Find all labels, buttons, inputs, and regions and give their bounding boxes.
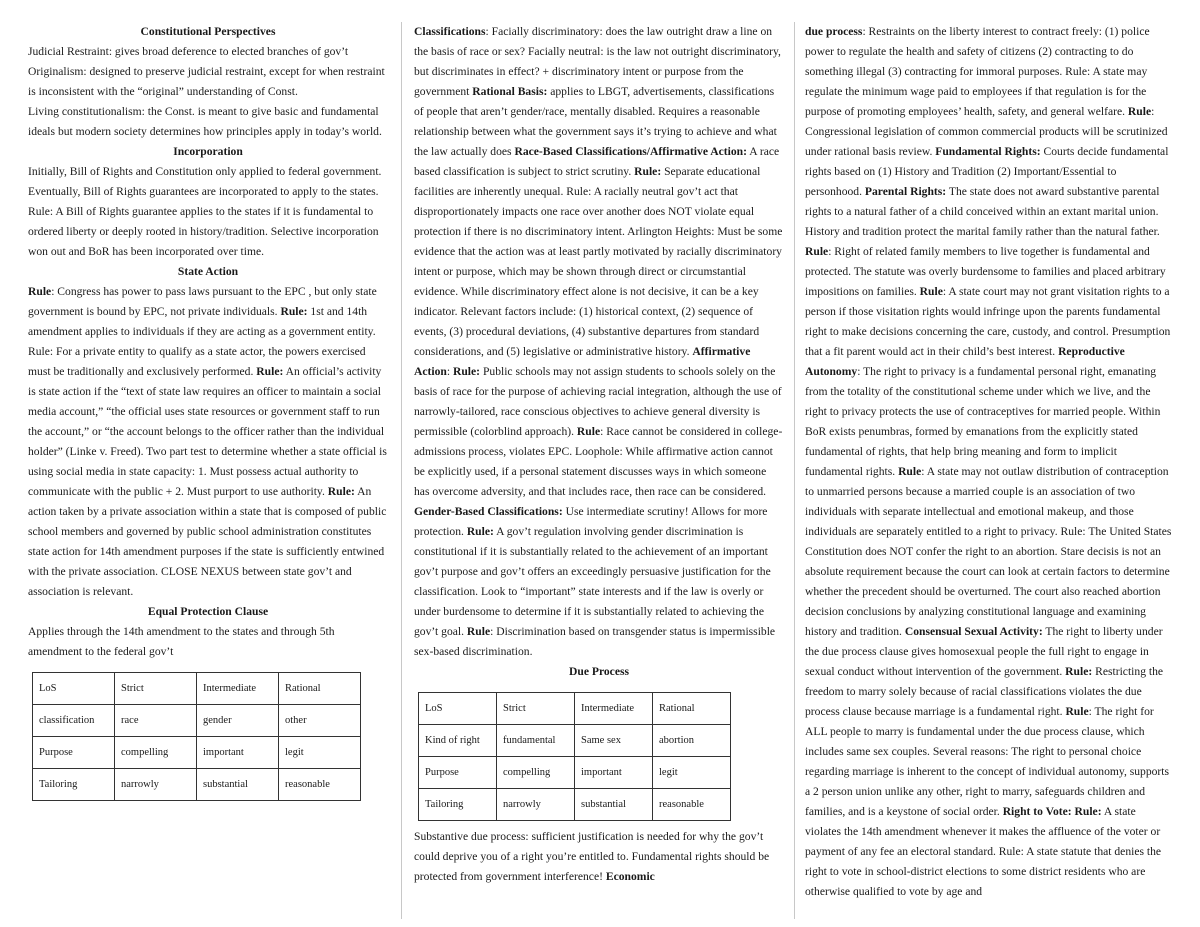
term-text: The state does not award substantive parental rights to a natural father of a child conceived within an extant marital union. History and tradition protect the marital family rather than the natural father.	[805, 185, 1160, 238]
rule-text: An action taken by a private association within a state that is composed of public school members and governed by public school administration constitutes state action for 14th amendment purposes if the state is sufficiently entwined with the private association. CLOSE NEXUS between state gov’t and association is relevant.	[28, 485, 387, 598]
heading-state-action: State Action	[177, 265, 239, 278]
rule-label: Rule	[1127, 105, 1152, 118]
table-row	[419, 725, 731, 757]
classifications-text	[414, 22, 784, 662]
term-text: The right to liberty under the due process clause gives homosexual people the full right to engage in sexual conduct without intervention of the government.	[805, 625, 1163, 678]
term-text: : Restraints on the liberty interest to contract freely: (1) police power to regulate the health and safety of citizens (2) contracting to do something illegal (3) contracting for immoral purposes. Rule: A state may regulate the minimum wage paid to employees if that regulation is for the purpose of promoting employees’ health, safety, and general welfare.	[805, 25, 1150, 118]
table-cell: substantial	[197, 769, 279, 801]
term-label: Consensual Sexual Activity:	[904, 625, 1043, 638]
table-cell: Strict	[497, 693, 575, 725]
rule-label: Rule:	[1074, 805, 1102, 818]
term-text: A race based classification is subject to strict scrutiny.	[414, 145, 780, 178]
column-right	[805, 22, 1173, 923]
table-row	[419, 789, 731, 821]
term-label: Classifications	[414, 25, 486, 38]
term-label: Affirmative Action	[414, 345, 751, 378]
rule-label: Rule	[576, 425, 601, 438]
table-cell: Intermediate	[197, 673, 279, 705]
incorporation-text: Initially, Bill of Rights and Constitution only applied to federal government. Eventually, Bill of Rights guarantees are incorporated to apply to the states. Rule: A Bill of Rights guarantee applies to the states if it is fundamental to ordered liberty or deeply rooted in history/tradition. Selective incorporation won out and BoR has been incorporated over time.	[28, 165, 382, 258]
term-text: Use intermediate scrutiny! Allows for more protection.	[414, 505, 768, 538]
rule-text: A state violates the 14th amendment whenever it makes the affluence of the voter or payment of any fee an electoral standard. Rule: A state statute that denies the right to vote in school-district elections to some district residents who are otherwise qualified to vote by age and	[805, 805, 1162, 898]
table-cell: LoS	[33, 673, 115, 705]
table-cell: important	[575, 757, 653, 789]
rule-text: : Congressional legislation of common commercial products will be scrutinized under rational basis review.	[805, 105, 1168, 158]
term-text: :	[446, 365, 453, 378]
rule-text: : The right for ALL people to marry is fundamental under the due process clause, which includes same sex couples. Several reasons: The right to personal choice regarding marriage is inherent to the concept of individual autonomy, supports a 2 person union unlike any other, right to marry, safeguards children and families, and is a keystone of social order.	[805, 705, 1170, 818]
table-cell: compelling	[115, 737, 197, 769]
table-cell: Purpose	[419, 757, 497, 789]
table-cell: substantial	[575, 789, 653, 821]
table-row	[33, 737, 361, 769]
table-cell: Tailoring	[33, 769, 115, 801]
term-label: Rational Basis:	[472, 85, 548, 98]
rule-text: An official’s activity is state action if the “text of state law requires an officer to maintain a social media account,” “the official uses state resources or government staff to run the account,” or “the account belongs to the officer rather than the individual holder” (Linke v. Freed). Two part test to determine whether a state official is using social media in state capacity: 1. Must possess actual authority to communicate with the public + 2. Must purport to use authority.	[28, 365, 387, 498]
table-cell: reasonable	[279, 769, 361, 801]
rule-text: : Discrimination based on transgender status is impermissible sex-based discrimination.	[414, 625, 776, 658]
table-cell: legit	[279, 737, 361, 769]
column-left	[28, 22, 388, 923]
term-text: : Facially discriminatory: does the law outright draw a line on the basis of race or sex? Facially neutral: is the law not outright discriminatory, but discriminates in effect? + discriminatory intent or purpose from the government	[414, 25, 781, 98]
rule-text: : Race cannot be considered in college-admissions process, violates EPC. Loophole: While affirmative action cannot be explicitly used, if a personal statement discusses ways in which someone has overcome adversity, and that includes race, then race can be considered.	[414, 425, 783, 498]
equal-protection-table	[32, 672, 361, 801]
table-cell: narrowly	[115, 769, 197, 801]
table-cell: Intermediate	[575, 693, 653, 725]
term-label: Fundamental Rights:	[935, 145, 1041, 158]
heading-incorporation: Incorporation	[173, 145, 243, 158]
heading-equal-protection: Equal Protection Clause	[147, 605, 269, 618]
column-middle	[414, 22, 784, 923]
table-row	[419, 693, 731, 725]
table-cell: Rational	[279, 673, 361, 705]
judicial-restraint-text: Judicial Restraint: gives broad deference to elected branches of gov’t	[28, 45, 349, 58]
rule-label: Rule	[919, 285, 943, 298]
table-cell: race	[115, 705, 197, 737]
table-cell: narrowly	[497, 789, 575, 821]
table-row	[33, 673, 361, 705]
term-label: Parental Rights:	[864, 185, 947, 198]
table-cell: reasonable	[653, 789, 731, 821]
rule-label: Rule	[805, 245, 829, 258]
living-constitutionalism-text: Living constitutionalism: the Const. is meant to give basic and fundamental ideals but modern society determines how principles apply in today’s world.	[28, 105, 382, 138]
table-cell: Kind of right	[419, 725, 497, 757]
rule-label: Rule:	[452, 365, 481, 378]
rule-label: Rule	[28, 285, 52, 298]
table-cell: gender	[197, 705, 279, 737]
rule-label: Rule	[898, 465, 922, 478]
table-cell: Strict	[115, 673, 197, 705]
table-cell: other	[279, 705, 361, 737]
rule-label: Rule:	[1065, 665, 1093, 678]
rule-text: Restricting the freedom to marry solely because of racial classifications violates the due process clause because marriage is a fundamental right.	[805, 665, 1164, 718]
rule-label: Rule:	[634, 165, 662, 178]
rule-text: : A state court may not grant visitation rights to a person if those visitation rights would infringe upon the parents fundamental right to make decisions concerning the care, custody, and control. Presumption that a fit parent would act in their child’s best interest.	[805, 285, 1171, 358]
table-cell: Same sex	[575, 725, 653, 757]
table-cell: compelling	[497, 757, 575, 789]
table-cell: abortion	[653, 725, 731, 757]
table-cell: important	[197, 737, 279, 769]
rule-label: Rule:	[280, 305, 308, 318]
rule-label: Rule:	[256, 365, 284, 378]
table-row	[419, 757, 731, 789]
state-action-text	[28, 282, 388, 602]
rule-text: : Congress has power to pass laws pursuant to the EPC , but only state government is bound by EPC, not private individuals.	[28, 285, 377, 318]
rule-label: Rule	[1065, 705, 1089, 718]
term-label: due process	[805, 25, 863, 38]
table-row	[33, 705, 361, 737]
term-text: Courts decide fundamental rights based on (1) History and Tradition (2) Important/Essential to personhood.	[805, 145, 1169, 198]
table-cell: Tailoring	[419, 789, 497, 821]
rule-text: : A state may not outlaw distribution of contraception to unmarried persons because a married couple is an association of two individuals with separate intellectual and emotional makeup, and those individuals are separately entitled to a right to privacy. Rule: The United States Constitution does NOT confer the right to an abortion. Stare decisis is not an absolute requirement because the court can look at certain factors to determine whether the precedent should be overturned. The court also reached abortion decision conclusions by analyzing constitutional language and examining history and tradition.	[805, 465, 1172, 638]
table-cell: Purpose	[33, 737, 115, 769]
term-text: Substantive due process: sufficient justification is needed for why the gov’t could deprive you of a right you’re entitled to. Fundamental rights should be protected from government interference!	[414, 830, 770, 883]
rule-text: Public schools may not assign students to schools solely on the basis of race for the purpose of achieving racial integration, although the use of narrowly-tailored, race conscious objectives to achieve general diversity is permissible (colorblind approach).	[414, 365, 782, 438]
term-label: Race-Based Classifications/Affirmative Action:	[514, 145, 747, 158]
table-cell: LoS	[419, 693, 497, 725]
term-label: Economic	[605, 870, 655, 883]
rule-label: Rule	[466, 625, 491, 638]
column-divider	[401, 22, 402, 919]
table-cell: legit	[653, 757, 731, 789]
table-cell: classification	[33, 705, 115, 737]
term-text: applies to LBGT, advertisements, classifications of people that aren’t gender/race, mentally disabled. Requires a reasonable relationship between what the government says it’s trying to achieve and what the law actually does	[414, 85, 777, 158]
heading-due-process: Due Process	[569, 665, 629, 678]
heading-constitutional-perspectives: Constitutional Perspectives	[140, 25, 276, 38]
term-text: : The right to privacy is a fundamental personal right, emanating from the totality of the constitutional scheme under which we live, and the right to privacy protects the use of contraceptives for married people. Within BoR exists penumbras, formed by emanations from the explicitly stated fundamental of rights, that help bring meaning and form to implicit fundamental rights.	[805, 365, 1161, 478]
rule-text: 1st and 14th amendment applies to individuals if they are acting as a government entity. Rule: For a private entity to qualify as a state actor, the powers exercised must be traditionally and exclusively performed.	[28, 305, 376, 378]
rule-label: Rule:	[327, 485, 355, 498]
table-row	[33, 769, 361, 801]
column-divider	[794, 22, 795, 919]
rule-text: A gov’t regulation involving gender discrimination is constitutional if it is substantially related to the achievement of an important gov’t purpose and gov’t offers an exceedingly persuasive justification for the classification. Look to “important” state interests and if the law is overly or under burdensome to determine if it is substantially related to achieving the gov’t goal.	[414, 525, 771, 638]
term-label: Right to Vote:	[1002, 805, 1072, 818]
rule-text: : Right of related family members to live together is fundamental and protected. The statute was overly burdensome to families and placed arbitrary impositions on families.	[805, 245, 1166, 298]
term-label: Gender-Based Classifications:	[414, 505, 563, 518]
term-label: Reproductive Autonomy	[805, 345, 1125, 378]
table-cell: Rational	[653, 693, 731, 725]
due-process-rights-text	[805, 22, 1173, 902]
table-cell: fundamental	[497, 725, 575, 757]
originalism-text: Originalism: designed to preserve judicial restraint, except for when restraint is inconsistent with the “original” understanding of Const.	[28, 65, 385, 98]
rule-text: Separate educational facilities are inherently unequal. Rule: A racially neutral gov’t act that disproportionately impacts one race over another does NOT violate equal protection if there is no discriminatory intent. Arlington Heights: Must be some evidence that the action was at least partly motivated by racially discriminatory intent or purpose, which may be shown through direct or circumstantial evidence. While discriminatory effect alone is not decisive, it can be a key indicator. Relevant factors include: (1) historical context, (2) sequence of events, (3) procedural deviations, (4) substantive departures from standard considerations, and (5) legislative or administrative history.	[414, 165, 783, 358]
equal-protection-text: Applies through the 14th amendment to the states and through 5th amendment to the federal gov’t	[28, 625, 335, 658]
substantive-due-process-text	[414, 827, 784, 887]
due-process-table	[418, 692, 731, 821]
rule-label: Rule:	[466, 525, 494, 538]
